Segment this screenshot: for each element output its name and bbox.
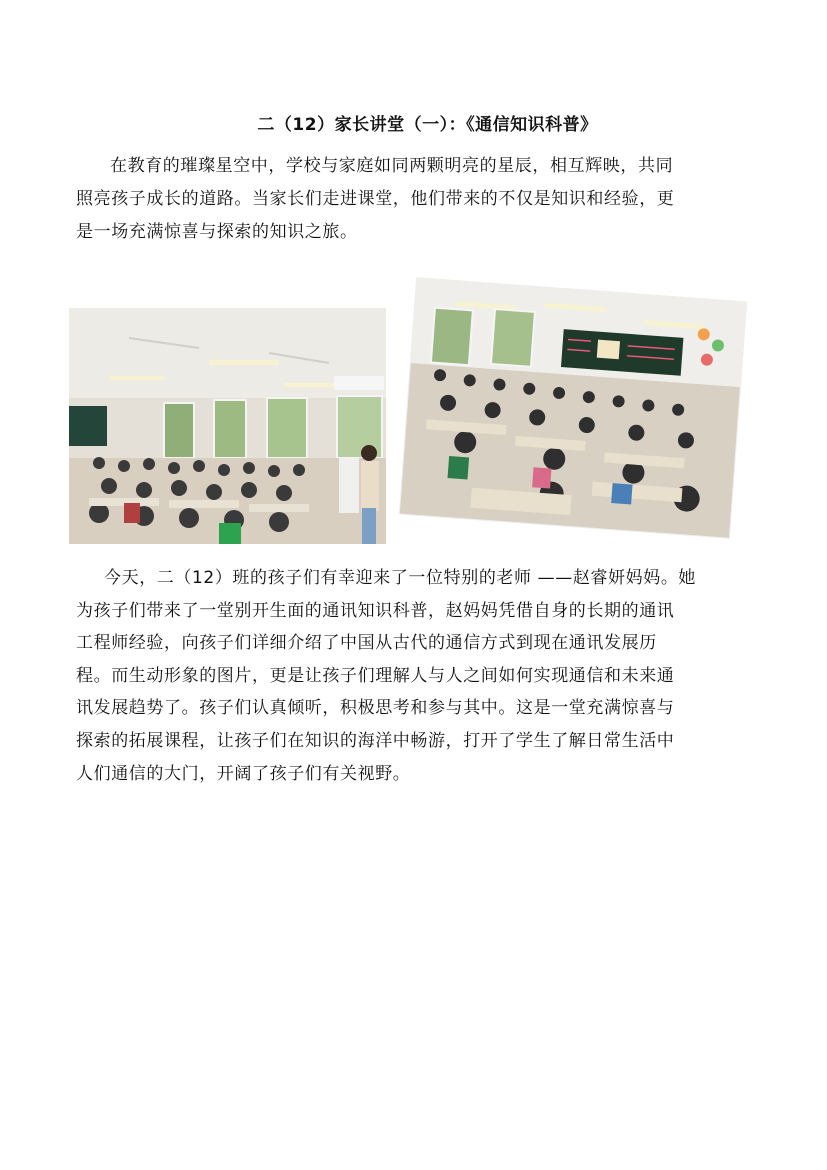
body-line: 人们通信的大门，开阔了孩子们有关视野。 xyxy=(76,763,411,784)
body-line: 探索的拓展课程，让孩子们在知识的海洋中畅游，打开了学生了解日常生活中 xyxy=(76,730,675,751)
intro-paragraph xyxy=(76,150,756,249)
classroom-photo-image xyxy=(400,278,746,538)
intro-line: 照亮孩子成长的道路。当家长们走进课堂，他们带来的不仅是知识和经验，更 xyxy=(76,189,675,209)
body-line: 今天，二（12）班的孩子们有幸迎来了一位特别的老师 ——赵睿妍妈妈。她 xyxy=(104,568,697,588)
intro-line: 在教育的璀璨星空中，学校与家庭如同两颗明亮的星辰，相互辉映，共同 xyxy=(110,156,674,176)
classroom-photo-image xyxy=(69,308,386,544)
body-line: 程。而生动形象的图片，更是让孩子们理解人与人之间如何实现通信和未来通 xyxy=(76,665,675,686)
body-line: 工程师经验，向孩子们详细介绍了中国从古代的通信方式到现在通讯发展历 xyxy=(76,633,657,654)
body-line: 为孩子们带来了一堂别开生面的通讯知识科普，赵妈妈凭借自身的长期的通讯 xyxy=(76,600,675,621)
body-paragraph xyxy=(76,562,756,790)
intro-line: 是一场充满惊喜与探索的知识之旅。 xyxy=(76,222,358,242)
classroom-photo-right xyxy=(400,278,746,538)
body-line: 讯发展趋势了。孩子们认真倾听，积极思考和参与其中。这是一堂充满惊喜与 xyxy=(76,698,675,719)
classroom-photo-left xyxy=(69,308,386,544)
document-title: 二（12）家长讲堂（一）：《通信知识科普》 xyxy=(257,115,598,135)
